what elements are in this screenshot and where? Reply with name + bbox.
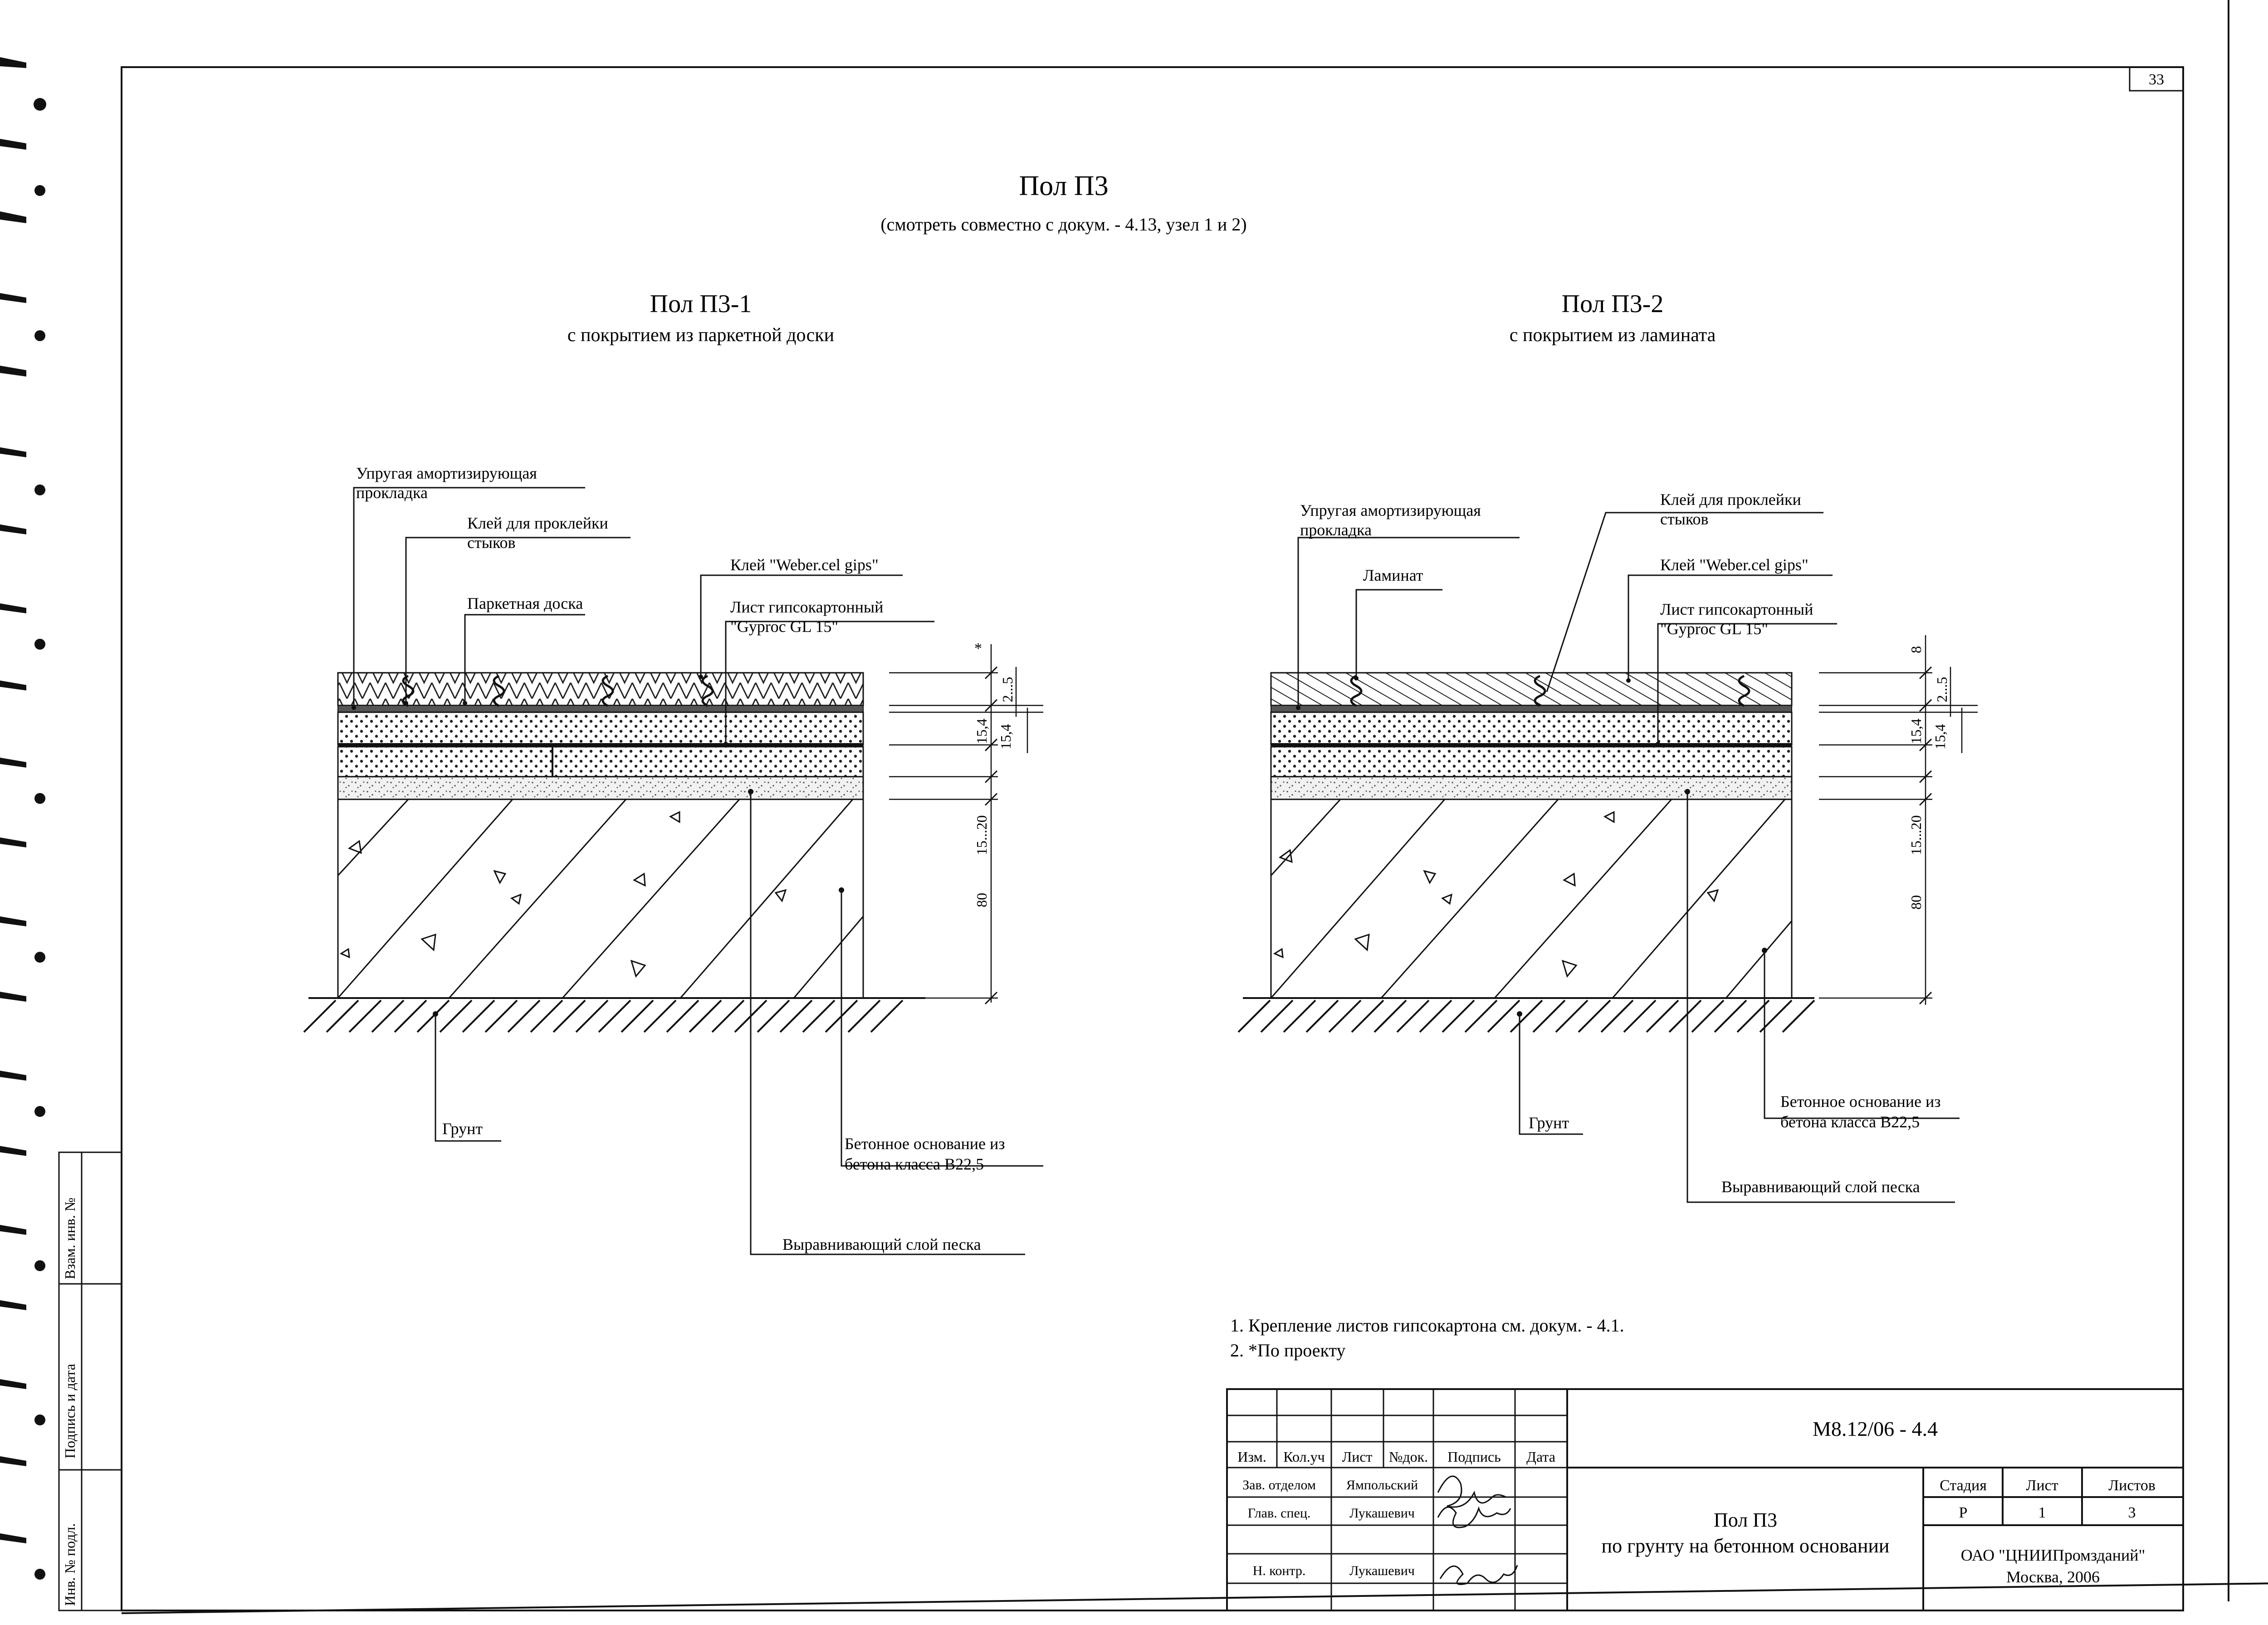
sheet-value: 1 <box>2038 1504 2046 1521</box>
binding-marks <box>0 57 46 1580</box>
right-dim-80: 80 <box>1908 895 1924 910</box>
left-pad-label-2: прокладка <box>356 484 428 502</box>
name-glav-spec: Лукашевич <box>1349 1506 1415 1521</box>
drawing-name-line2: по грунту на бетонном основании <box>1601 1535 1890 1557</box>
col-list: Лист <box>1342 1449 1373 1465</box>
left-subtitle: с покрытием из паркетной доски <box>567 325 835 346</box>
sheet-number: 33 <box>2149 71 2164 88</box>
left-title: Пол П3-1 <box>650 290 752 318</box>
organization: ОАО "ЦНИИПромзданий" <box>1960 1546 2146 1564</box>
right-gypsum-label-2: "Gyproc GL 15" <box>1660 620 1769 638</box>
stage-label: Стадия <box>1940 1477 1987 1494</box>
right-dim-2-5: 2...5 <box>1934 677 1950 702</box>
col-podpis: Подпись <box>1447 1449 1501 1465</box>
right-dim-15-20: 15...20 <box>1908 815 1924 855</box>
right-title: Пол П3-2 <box>1561 290 1664 318</box>
margin-inv: Инв. № подл. <box>62 1523 78 1606</box>
left-dim-15-4-b: 15,4 <box>997 724 1014 749</box>
right-sand-label: Выравнивающий слой песка <box>1721 1178 1920 1196</box>
right-pad-label-1: Упругая амортизирующая <box>1300 501 1481 519</box>
left-parquet-label: Паркетная доска <box>467 594 583 612</box>
margin-podpis: Подпись и дата <box>62 1364 78 1459</box>
page-subtitle: (смотреть совместно с докум. - 4.13, узел 1 и 2) <box>880 214 1247 235</box>
right-dim-15-4-a: 15,4 <box>1908 719 1924 744</box>
left-dim-star: * <box>974 640 982 657</box>
doc-code: M8.12/06 - 4.4 <box>1813 1417 1938 1440</box>
left-glue-joints-label-2: стыков <box>467 534 516 552</box>
signatures <box>1438 1476 1517 1585</box>
drawing-name-line1: Пол П3 <box>1714 1509 1777 1531</box>
col-izm: Изм. <box>1237 1449 1266 1465</box>
sheets-label: Листов <box>2108 1477 2156 1494</box>
sheet-label: Лист <box>2026 1477 2058 1494</box>
left-gypsum-label-1: Лист гипсокартонный <box>730 598 884 616</box>
col-ndok: №док. <box>1388 1449 1428 1465</box>
col-data: Дата <box>1526 1449 1555 1465</box>
right-ground-label: Грунт <box>1529 1114 1569 1132</box>
left-sand-label: Выравнивающий слой песка <box>782 1235 981 1253</box>
left-dim-15-20: 15...20 <box>973 815 990 855</box>
left-glue-weber-label: Клей "Weber.cel gips" <box>730 556 879 574</box>
note-2: 2. *По проекту <box>1230 1340 1346 1361</box>
right-glue-weber-label: Клей "Weber.cel gips" <box>1660 556 1809 574</box>
left-dim-80: 80 <box>973 893 990 907</box>
left-gypsum-label-2: "Gyproc GL 15" <box>730 617 839 636</box>
left-concrete-label-1: Бетонное основание из <box>845 1135 1005 1153</box>
right-pad-label-2: прокладка <box>1300 521 1372 539</box>
role-zav-otdelom: Зав. отделом <box>1242 1478 1316 1493</box>
sheets-value: 3 <box>2128 1504 2136 1521</box>
right-subtitle: с покрытием из ламината <box>1509 325 1716 346</box>
right-dim-8: 8 <box>1908 646 1924 653</box>
left-pad-label-1: Упругая амортизирующая <box>356 464 537 482</box>
left-dim-2-5: 2...5 <box>999 677 1016 702</box>
right-glue-joints-label-2: стыков <box>1660 510 1709 528</box>
col-kolvo: Кол.уч <box>1283 1449 1325 1465</box>
right-glue-joints-label-1: Клей для проклейки <box>1660 490 1801 509</box>
name-n-kontr: Лукашевич <box>1349 1563 1415 1578</box>
city-year: Москва, 2006 <box>2006 1568 2100 1586</box>
margin-vzam: Взам. инв. № <box>62 1197 78 1279</box>
right-concrete-label-2: бетона класса B22,5 <box>1780 1113 1920 1131</box>
role-n-kontr: Н. контр. <box>1252 1563 1306 1578</box>
page-edge <box>122 1583 2268 1613</box>
name-zav-otdelom: Ямпольский <box>1346 1478 1418 1493</box>
stage-value: Р <box>1959 1504 1968 1521</box>
left-ground-label: Грунт <box>442 1120 483 1138</box>
right-concrete-label-1: Бетонное основание из <box>1780 1092 1941 1111</box>
right-dim-15-4-b: 15,4 <box>1932 724 1948 749</box>
right-gypsum-label-1: Лист гипсокартонный <box>1660 600 1813 618</box>
left-dim-15-4-a: 15,4 <box>973 719 990 744</box>
note-1: 1. Крепление листов гипсокартона см. докум. - 4.1. <box>1230 1315 1624 1336</box>
left-glue-joints-label-1: Клей для проклейки <box>467 514 608 532</box>
role-glav-spec: Глав. спец. <box>1247 1506 1311 1521</box>
left-concrete-label-2: бетона класса B22,5 <box>845 1155 984 1173</box>
right-laminate-label: Ламинат <box>1363 566 1423 584</box>
page-title: Пол П3 <box>1019 171 1109 201</box>
